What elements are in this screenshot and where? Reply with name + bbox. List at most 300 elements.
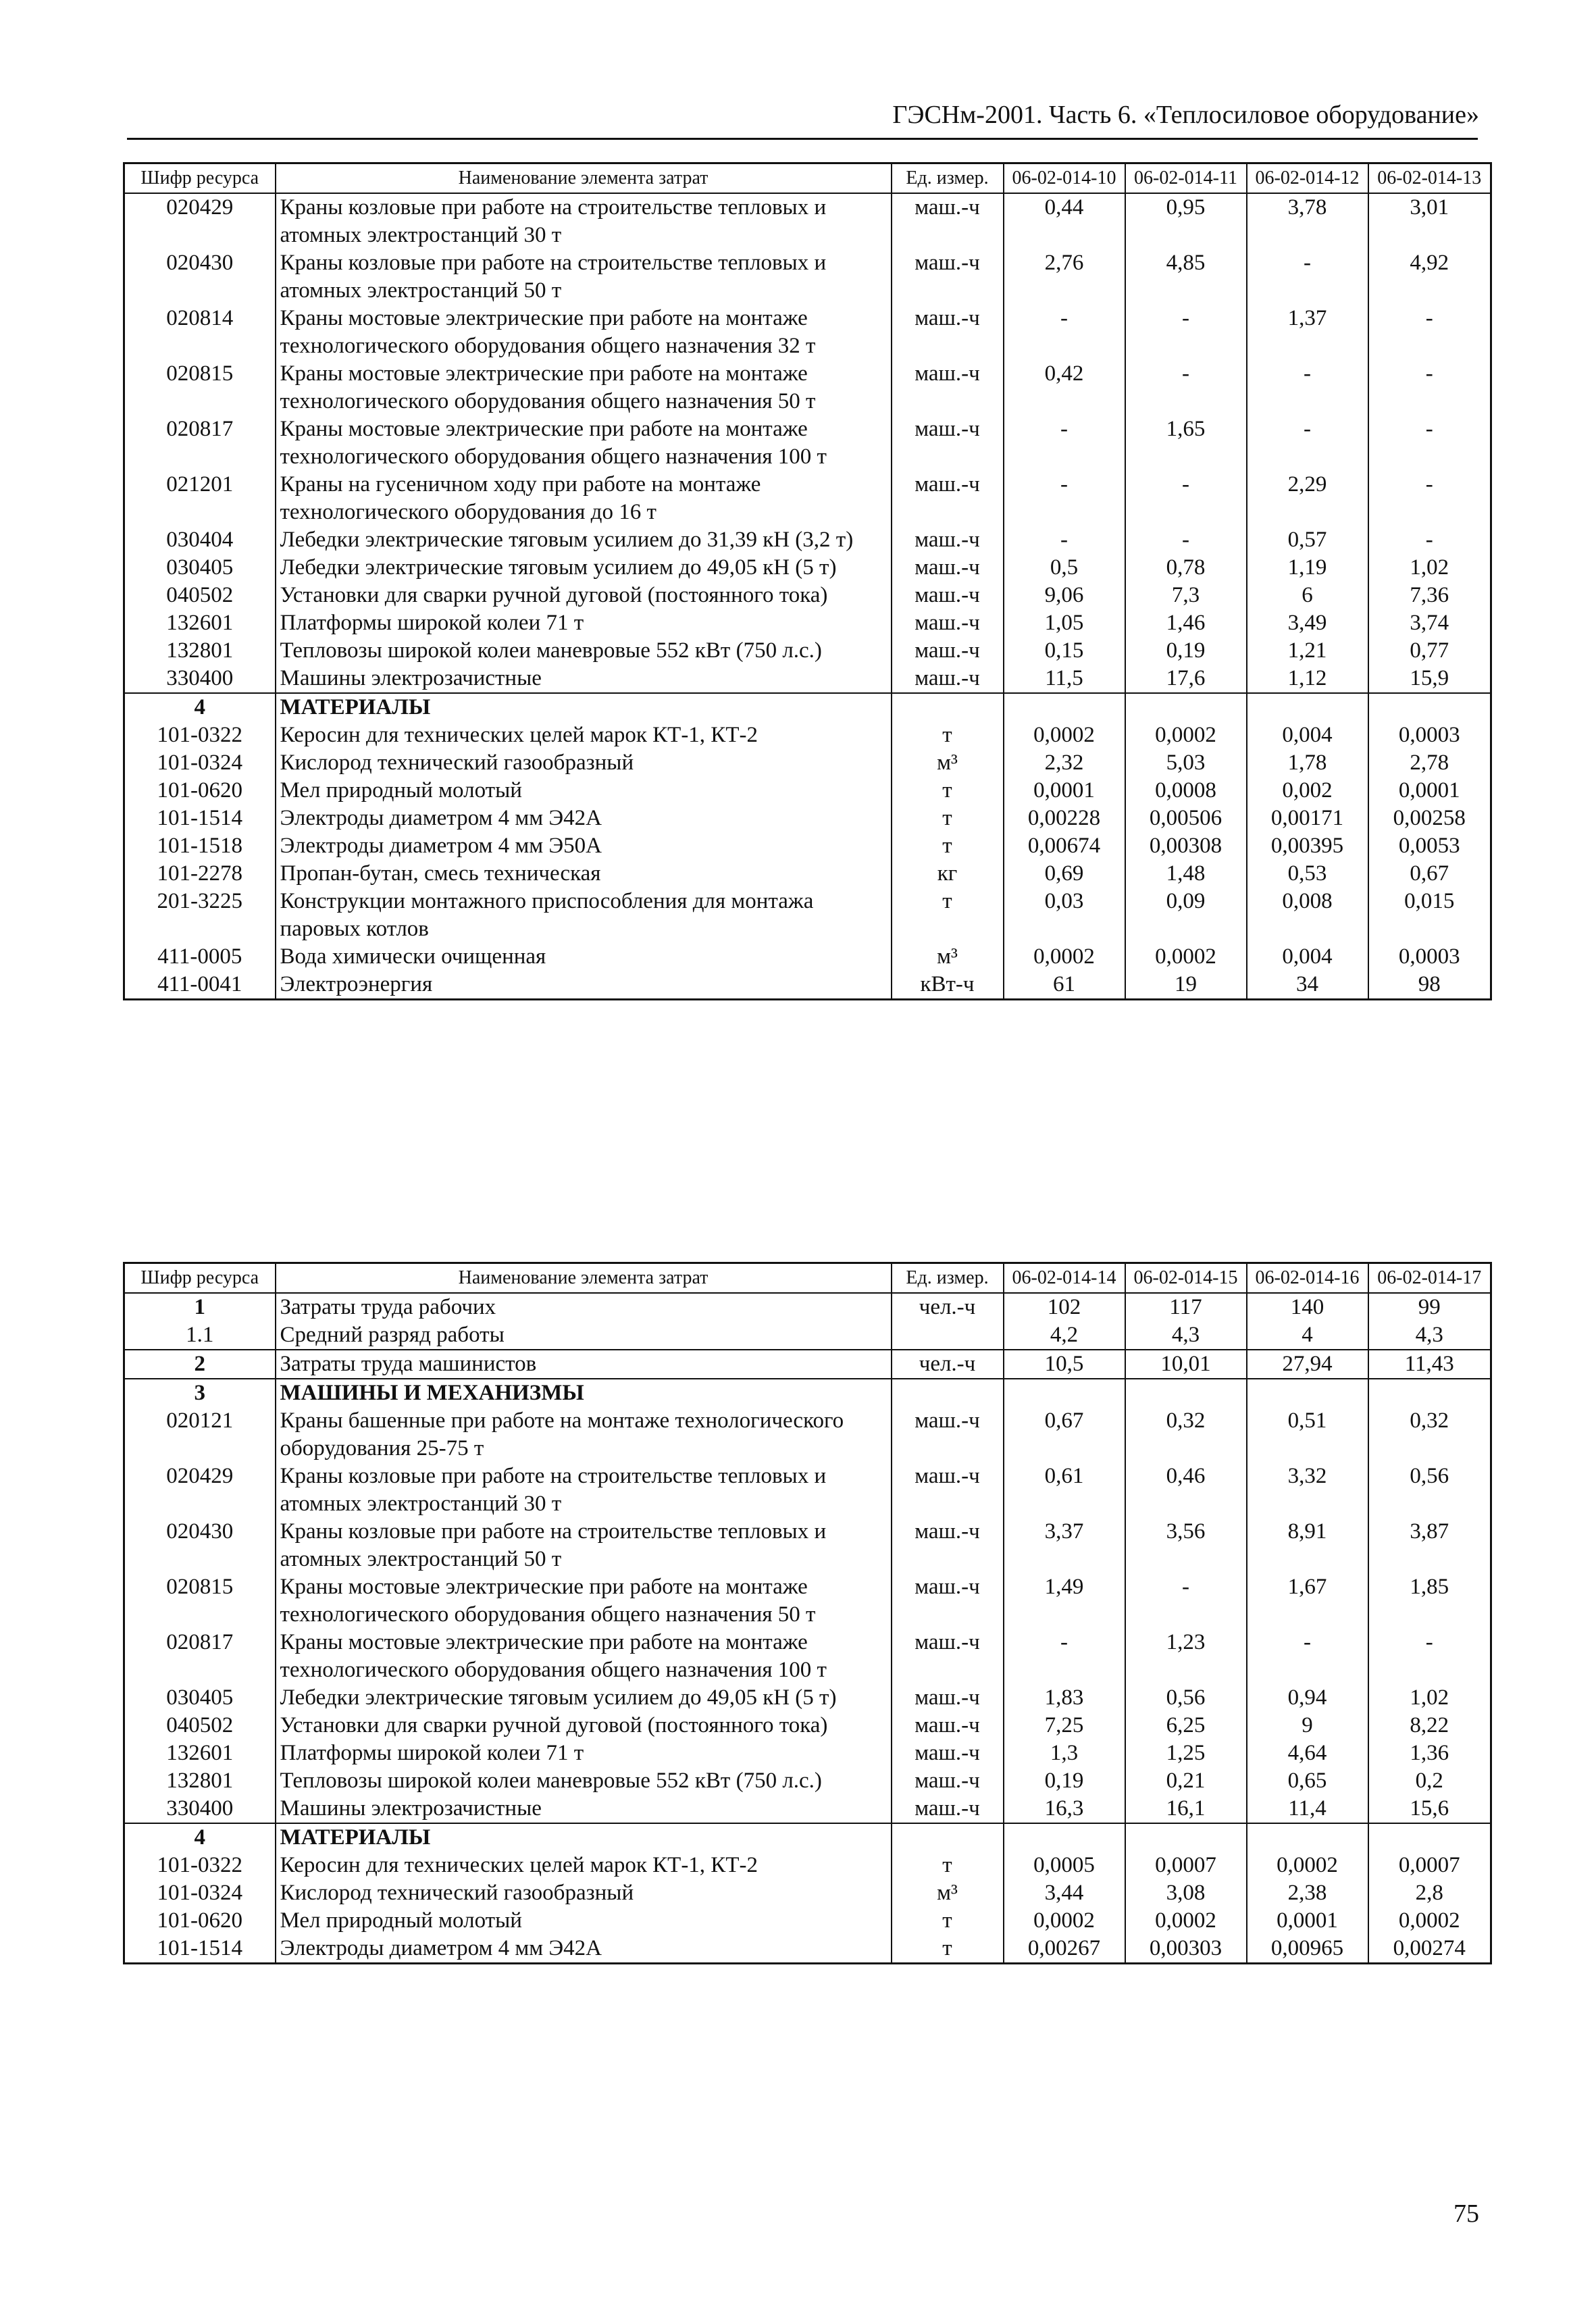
value-cell: 0,00274 [1368,1935,1491,1964]
value-cell: 7,25 [1004,1712,1125,1739]
table-row [124,1879,1491,1907]
value-cell [1247,693,1368,721]
value-cell: 0,0002 [1125,721,1247,749]
value-cell: 0,0003 [1368,721,1491,749]
value-cell: 0,00303 [1125,1935,1247,1964]
unit-cell: м³ [892,749,1004,777]
unit-cell: маш.-ч [892,1573,1004,1629]
value-cell: 0,53 [1247,860,1368,888]
value-cell: 1,85 [1368,1573,1491,1629]
value-cell: 0,67 [1004,1407,1125,1463]
resource-code-cell: 132601 [124,609,276,637]
value-cell: 16,1 [1125,1795,1247,1823]
value-cell: - [1125,305,1247,360]
value-cell: 0,00965 [1247,1935,1368,1964]
resource-code-cell: 020815 [124,1573,276,1629]
value-cell: 0,00267 [1004,1935,1125,1964]
resource-code-cell: 101-0620 [124,777,276,805]
resource-name-cell: Мел природный молотый [276,777,892,805]
table-row [124,554,1491,582]
unit-cell: маш.-ч [892,1795,1004,1823]
resource-code-cell: 101-1514 [124,805,276,832]
value-cell: 4,3 [1368,1321,1491,1350]
table-row [124,1293,1491,1321]
table-row [124,721,1491,749]
value-cell: 0,0002 [1368,1907,1491,1935]
header-code: Шифр ресурса [124,163,276,194]
table-row [124,415,1491,471]
table-row [124,805,1491,832]
resource-name-cell: Краны козловые при работе на строительстве тепловых и атомных электростанций 30 т [276,193,892,249]
section-row [124,1823,1491,1852]
value-cell: 0,57 [1247,526,1368,554]
unit-cell: маш.-ч [892,609,1004,637]
value-cell [1125,693,1247,721]
value-cell: 0,0002 [1004,1907,1125,1935]
header-unit: Ед. измер. [892,163,1004,194]
unit-cell: т [892,805,1004,832]
value-cell: 3,74 [1368,609,1491,637]
value-cell: 0,44 [1004,193,1125,249]
resource-name-cell: Лебедки электрические тяговым усилием до 49,05 кН (5 т) [276,1684,892,1712]
value-cell: - [1125,360,1247,415]
value-cell: 7,3 [1125,582,1247,609]
header-name: Наименование элемента затрат [276,1263,892,1294]
value-cell: 3,49 [1247,609,1368,637]
value-cell: 0,19 [1125,637,1247,665]
unit-cell: т [892,1907,1004,1935]
table-row [124,1407,1491,1463]
value-cell: 117 [1125,1293,1247,1321]
value-cell: 0,21 [1125,1767,1247,1795]
value-cell: 10,5 [1004,1350,1125,1379]
value-cell: 16,3 [1004,1795,1125,1823]
value-cell: 0,78 [1125,554,1247,582]
value-cell: 0,00258 [1368,805,1491,832]
value-cell: 4,2 [1004,1321,1125,1350]
value-cell: 2,78 [1368,749,1491,777]
table-row [124,1573,1491,1629]
value-cell: - [1368,360,1491,415]
value-cell: 1,19 [1247,554,1368,582]
value-cell: - [1125,471,1247,526]
value-cell: 1,02 [1368,554,1491,582]
value-cell: 0,0003 [1368,943,1491,971]
value-cell: - [1247,249,1368,305]
unit-cell: т [892,721,1004,749]
value-cell: 1,37 [1247,305,1368,360]
unit-cell: т [892,1852,1004,1879]
value-cell: - [1368,415,1491,471]
resource-code-cell: 101-1514 [124,1935,276,1964]
value-cell: 11,4 [1247,1795,1368,1823]
section-row [124,1379,1491,1407]
unit-cell: маш.-ч [892,1739,1004,1767]
value-cell: 0,0007 [1125,1852,1247,1879]
table-row [124,832,1491,860]
resource-name-cell: Тепловозы широкой колеи маневровые 552 кВт (750 л.с.) [276,1767,892,1795]
value-cell: 2,29 [1247,471,1368,526]
resource-table-2 [123,1262,1492,1964]
table-row [124,305,1491,360]
value-cell: - [1368,1629,1491,1684]
header-code: Шифр ресурса [124,1263,276,1294]
resource-name-cell: Керосин для технических целей марок КТ-1, КТ-2 [276,721,892,749]
table-body [124,1293,1491,1964]
resource-name-cell: Затраты труда рабочих [276,1293,892,1321]
resource-code-cell: 132601 [124,1739,276,1767]
value-cell: 4,85 [1125,249,1247,305]
value-cell: 1,12 [1247,665,1368,693]
value-cell: 8,22 [1368,1712,1491,1739]
resource-code-cell: 101-1518 [124,832,276,860]
resource-code-cell: 020430 [124,1518,276,1573]
value-cell: 15,9 [1368,665,1491,693]
value-cell: 0,015 [1368,888,1491,943]
value-cell: 7,36 [1368,582,1491,609]
unit-cell: т [892,888,1004,943]
header-col-2: 06-02-014-11 [1125,163,1247,194]
table-row [124,193,1491,249]
resource-code-cell: 020817 [124,415,276,471]
value-cell: 1,49 [1004,1573,1125,1629]
value-cell: 27,94 [1247,1350,1368,1379]
unit-cell [892,1823,1004,1852]
resource-name-cell: Электроды диаметром 4 мм Э42А [276,1935,892,1964]
resource-name-cell: МАШИНЫ И МЕХАНИЗМЫ [276,1379,892,1407]
resource-code-cell: 1 [124,1293,276,1321]
value-cell: 11,5 [1004,665,1125,693]
value-cell: - [1004,1629,1125,1684]
unit-cell: маш.-ч [892,360,1004,415]
unit-cell: маш.-ч [892,249,1004,305]
value-cell: - [1247,415,1368,471]
unit-cell: маш.-ч [892,193,1004,249]
value-cell: 0,004 [1247,943,1368,971]
resource-code-cell: 101-2278 [124,860,276,888]
value-cell: 0,46 [1125,1463,1247,1518]
resource-name-cell: Платформы широкой колеи 71 т [276,609,892,637]
table-row [124,1321,1491,1350]
resource-code-cell: 020429 [124,193,276,249]
value-cell: 3,37 [1004,1518,1125,1573]
unit-cell [892,1379,1004,1407]
table-row [124,665,1491,693]
value-cell [1004,1379,1125,1407]
resource-code-cell: 021201 [124,471,276,526]
value-cell [1004,693,1125,721]
resource-code-cell: 4 [124,1823,276,1852]
unit-cell [892,693,1004,721]
resource-code-cell: 101-0620 [124,1907,276,1935]
resource-code-cell: 030405 [124,554,276,582]
table-header-row [124,1263,1491,1294]
value-cell: 98 [1368,971,1491,1000]
value-cell: 6,25 [1125,1712,1247,1739]
value-cell: 0,00395 [1247,832,1368,860]
value-cell: - [1004,526,1125,554]
resource-code-cell: 132801 [124,1767,276,1795]
table-row [124,1767,1491,1795]
resource-code-cell: 040502 [124,1712,276,1739]
table-row [124,609,1491,637]
value-cell: 0,0005 [1004,1852,1125,1879]
value-cell: 0,0002 [1125,1907,1247,1935]
value-cell: 0,00674 [1004,832,1125,860]
value-cell: 0,69 [1004,860,1125,888]
value-cell: 1,25 [1125,1739,1247,1767]
value-cell [1247,1379,1368,1407]
value-cell: 1,02 [1368,1684,1491,1712]
unit-cell: маш.-ч [892,1712,1004,1739]
value-cell: 0,77 [1368,637,1491,665]
resource-code-cell: 020121 [124,1407,276,1463]
unit-cell: м³ [892,943,1004,971]
value-cell: 1,65 [1125,415,1247,471]
resource-name-cell: Машины электрозачистные [276,1795,892,1823]
resource-name-cell: Конструкции монтажного приспособления для монтажа паровых котлов [276,888,892,943]
table-row [124,1907,1491,1935]
value-cell: 1,67 [1247,1573,1368,1629]
value-cell: 17,6 [1125,665,1247,693]
value-cell: 0,67 [1368,860,1491,888]
resource-name-cell: Краны козловые при работе на строительстве тепловых и атомных электростанций 30 т [276,1463,892,1518]
unit-cell: маш.-ч [892,1463,1004,1518]
resource-code-cell: 2 [124,1350,276,1379]
value-cell: 0,0001 [1368,777,1491,805]
value-cell: 3,32 [1247,1463,1368,1518]
table-row [124,943,1491,971]
header-col-4: 06-02-014-17 [1368,1263,1491,1294]
value-cell: 2,76 [1004,249,1125,305]
value-cell [1368,693,1491,721]
unit-cell: маш.-ч [892,665,1004,693]
table-row [124,249,1491,305]
value-cell: 3,87 [1368,1518,1491,1573]
unit-cell: кг [892,860,1004,888]
value-cell: 3,08 [1125,1879,1247,1907]
value-cell: 0,61 [1004,1463,1125,1518]
resource-name-cell: МАТЕРИАЛЫ [276,1823,892,1852]
unit-cell: маш.-ч [892,1518,1004,1573]
value-cell: - [1368,305,1491,360]
value-cell: - [1004,415,1125,471]
table-row [124,1739,1491,1767]
value-cell: 2,38 [1247,1879,1368,1907]
unit-cell: маш.-ч [892,526,1004,554]
header-col-1: 06-02-014-14 [1004,1263,1125,1294]
resource-code-cell: 411-0041 [124,971,276,1000]
value-cell: 5,03 [1125,749,1247,777]
value-cell: 0,32 [1125,1407,1247,1463]
value-cell: 0,0007 [1368,1852,1491,1879]
value-cell [1125,1823,1247,1852]
resource-code-cell: 020429 [124,1463,276,1518]
value-cell: 0,0002 [1004,943,1125,971]
resource-name-cell: Вода химически очищенная [276,943,892,971]
unit-cell: маш.-ч [892,1684,1004,1712]
value-cell: 3,44 [1004,1879,1125,1907]
resource-code-cell: 020430 [124,249,276,305]
table-row [124,1795,1491,1823]
resource-code-cell: 101-0324 [124,749,276,777]
value-cell: 0,00228 [1004,805,1125,832]
table-row [124,526,1491,554]
value-cell [1368,1823,1491,1852]
resource-name-cell: Краны мостовые электрические при работе на монтаже технологического оборудования общего назначения 50 т [276,360,892,415]
resource-name-cell: Лебедки электрические тяговым усилием до 31,39 кН (3,2 т) [276,526,892,554]
header-rule [127,138,1478,140]
resource-code-cell: 101-0324 [124,1879,276,1907]
table-row [124,777,1491,805]
table-row [124,1350,1491,1379]
table-row [124,1463,1491,1518]
resource-name-cell: Краны мостовые электрические при работе на монтаже технологического оборудования общего назначения 32 т [276,305,892,360]
header-col-3: 06-02-014-16 [1247,1263,1368,1294]
resource-name-cell: МАТЕРИАЛЫ [276,693,892,721]
value-cell: - [1004,305,1125,360]
resource-name-cell: Керосин для технических целей марок КТ-1, КТ-2 [276,1852,892,1879]
value-cell: - [1125,1573,1247,1629]
resource-name-cell: Пропан-бутан, смесь техническая [276,860,892,888]
unit-cell: маш.-ч [892,1407,1004,1463]
resource-code-cell: 4 [124,693,276,721]
value-cell [1125,1379,1247,1407]
value-cell: 0,008 [1247,888,1368,943]
value-cell: 9,06 [1004,582,1125,609]
unit-cell: маш.-ч [892,637,1004,665]
resource-code-cell: 330400 [124,1795,276,1823]
unit-cell: маш.-ч [892,1629,1004,1684]
table-row [124,1712,1491,1739]
table-row [124,860,1491,888]
value-cell: 0,0008 [1125,777,1247,805]
table-row [124,749,1491,777]
value-cell: 0,00506 [1125,805,1247,832]
resource-code-cell: 020815 [124,360,276,415]
unit-cell: т [892,832,1004,860]
value-cell: - [1247,1629,1368,1684]
value-cell: 0,2 [1368,1767,1491,1795]
value-cell: - [1125,526,1247,554]
value-cell: - [1368,526,1491,554]
value-cell: 1,3 [1004,1739,1125,1767]
resource-code-cell: 040502 [124,582,276,609]
table-row [124,971,1491,1000]
resource-name-cell: Мел природный молотый [276,1907,892,1935]
value-cell: 10,01 [1125,1350,1247,1379]
unit-cell: маш.-ч [892,415,1004,471]
value-cell: 0,32 [1368,1407,1491,1463]
table-row [124,1852,1491,1879]
value-cell: 0,09 [1125,888,1247,943]
table-row [124,471,1491,526]
value-cell: 2,8 [1368,1879,1491,1907]
value-cell: 0,56 [1125,1684,1247,1712]
value-cell: 0,56 [1368,1463,1491,1518]
resource-table-1 [123,162,1492,1000]
resource-name-cell: Краны на гусеничном ходу при работе на монтаже технологического оборудования до 16 т [276,471,892,526]
table-header-row [124,163,1491,194]
value-cell: 0,19 [1004,1767,1125,1795]
table-row [124,637,1491,665]
value-cell: 0,95 [1125,193,1247,249]
value-cell: 34 [1247,971,1368,1000]
value-cell: 0,002 [1247,777,1368,805]
value-cell: 8,91 [1247,1518,1368,1573]
unit-cell [892,1321,1004,1350]
resource-code-cell: 3 [124,1379,276,1407]
section-row [124,693,1491,721]
unit-cell: т [892,777,1004,805]
unit-cell: чел.-ч [892,1293,1004,1321]
table-row [124,1518,1491,1573]
table-body [124,193,1491,1000]
unit-cell: маш.-ч [892,1767,1004,1795]
header-name: Наименование элемента затрат [276,163,892,194]
resource-code-cell: 030405 [124,1684,276,1712]
value-cell: 4,64 [1247,1739,1368,1767]
header-col-4: 06-02-014-13 [1368,163,1491,194]
unit-cell: т [892,1935,1004,1964]
resource-name-cell: Установки для сварки ручной дуговой (постоянного тока) [276,1712,892,1739]
value-cell: 0,004 [1247,721,1368,749]
value-cell: 61 [1004,971,1125,1000]
resource-name-cell: Краны башенные при работе на монтаже технологического оборудования 25-75 т [276,1407,892,1463]
resource-name-cell: Средний разряд работы [276,1321,892,1350]
resource-code-cell: 101-0322 [124,1852,276,1879]
value-cell: 3,01 [1368,193,1491,249]
resource-name-cell: Кислород технический газообразный [276,1879,892,1907]
value-cell: 3,56 [1125,1518,1247,1573]
resource-name-cell: Краны козловые при работе на строительстве тепловых и атомных электростанций 50 т [276,249,892,305]
value-cell: 1,21 [1247,637,1368,665]
resource-code-cell: 132801 [124,637,276,665]
value-cell: 0,5 [1004,554,1125,582]
value-cell: 1,46 [1125,609,1247,637]
value-cell: 0,00171 [1247,805,1368,832]
value-cell: 1,23 [1125,1629,1247,1684]
unit-cell: м³ [892,1879,1004,1907]
page-title: ГЭСНм-2001. Часть 6. «Теплосиловое оборудование» [892,101,1479,129]
resource-name-cell: Платформы широкой колеи 71 т [276,1739,892,1767]
value-cell: - [1247,360,1368,415]
value-cell: 1,78 [1247,749,1368,777]
header-col-1: 06-02-014-10 [1004,163,1125,194]
resource-name-cell: Машины электрозачистные [276,665,892,693]
resource-name-cell: Краны козловые при работе на строительстве тепловых и атомных электростанций 50 т [276,1518,892,1573]
resource-name-cell: Электроэнергия [276,971,892,1000]
value-cell: 0,51 [1247,1407,1368,1463]
value-cell: 1,48 [1125,860,1247,888]
value-cell: 1,83 [1004,1684,1125,1712]
value-cell: 140 [1247,1293,1368,1321]
value-cell: 0,42 [1004,360,1125,415]
value-cell: 15,6 [1368,1795,1491,1823]
resource-name-cell: Установки для сварки ручной дуговой (постоянного тока) [276,582,892,609]
resource-code-cell: 411-0005 [124,943,276,971]
value-cell: 0,15 [1004,637,1125,665]
resource-code-cell: 1.1 [124,1321,276,1350]
resource-code-cell: 201-3225 [124,888,276,943]
value-cell: 9 [1247,1712,1368,1739]
value-cell: 6 [1247,582,1368,609]
resource-code-cell: 030404 [124,526,276,554]
unit-cell: маш.-ч [892,471,1004,526]
table-row [124,1684,1491,1712]
unit-cell: маш.-ч [892,305,1004,360]
value-cell: 0,00308 [1125,832,1247,860]
